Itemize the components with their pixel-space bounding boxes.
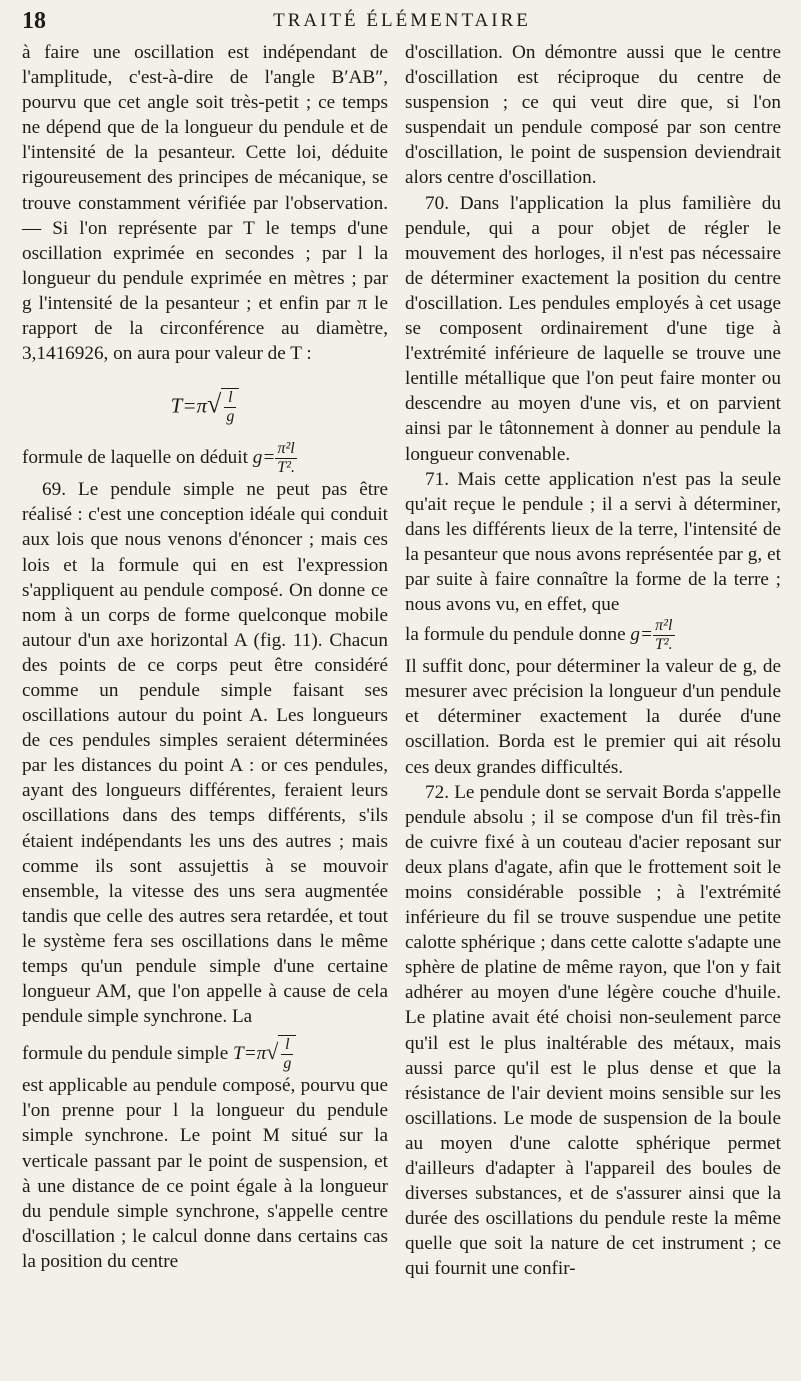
formula-period-num: l bbox=[224, 389, 236, 408]
paragraph-deduction bbox=[22, 440, 388, 477]
formula-g-num: π²l bbox=[653, 617, 675, 636]
page-header bbox=[22, 8, 782, 36]
formula-simple-num: l bbox=[281, 1036, 293, 1055]
simple-formula-text: formule du pendule simple bbox=[22, 1043, 229, 1065]
paragraph-72: 72. Le pendule dont se servait Borda s'appelle pendule absolu ; il se compose d'un fil très-fin de cuivre fixé à un couteau d'acier reposant sur deux plans d'agate, afin que le frottement soit le moins considérable possible ; à l'extrémité inférieure du fil se trouve suspendue une petite calotte sphérique ; dans cette calotte s'adapte une sphère de platine de même rayon, que l'on y fait adhérer au moyen d'une légère couche d'huile. Le platine avait été choisi non-seulement parce qu'il est le plus inaltérable des métaux, mais aussi parce qu'il est le plus dense et que la résistance de l'air devient moins sensible sur les oscillations. Le mode de suspension de la boule au moyen d'une calotte sphérique permet d'ailleurs d'adapter à l'appareil des boules de diverses substances, et de s'assurer ainsi que la durée des oscillations du pendule reste la même quelle que soit la nature de cet instrument ; ce qui fournit une confir- bbox=[405, 781, 781, 1280]
paragraph-amplitude: à faire une oscillation est indépendant de l'amplitude, c'est-à-dire de l'angle B′AB″, pourvu que cet angle soit très-petit ; ce temps ne dépend que de la longueur du pendule et de l'intensité de la pesanteur. Cette loi, déduite rigoureusement des principes de mécanique, se trouve constamment vérifiée par l'observation. — Si l'on représente par T le temps d'une oscillation exprimée en secondes ; par l la longueur du pendule exprimée en mètres ; par g l'intensité de la pesanteur ; et enfin par π le rapport de la circonférence au diamètre, 3,1416926, on aura pour valeur de T : bbox=[22, 42, 388, 365]
left-column bbox=[22, 40, 388, 1274]
paragraph-pendulum-formula bbox=[405, 617, 781, 654]
paragraph-reciprocal: d'oscillation. On démontre aussi que le centre d'oscillation est réciproque du centre de suspension ; ce qui veut dire que, si l'on suspendait un pendule composé par son centre d'oscillation, le point de suspension deviendrait alors centre d'oscillation. bbox=[405, 42, 781, 189]
page-number: 18 bbox=[22, 8, 46, 34]
paragraph-simple-formula: formule du pendule simple T=π√ $\frac{l}{g}$ bbox=[22, 1035, 388, 1073]
formula-gravity-den: T². bbox=[277, 459, 295, 477]
formula-gravity-num: π²l bbox=[275, 440, 297, 459]
formula-simple-lhs: T=π bbox=[233, 1043, 267, 1065]
formula-period-lhs: T=π bbox=[170, 393, 208, 418]
formula-gravity-lhs: g= bbox=[252, 447, 276, 469]
paragraph-centre-oscillation: est applicable au pendule composé, pourvu que l'on prenne pour l la longueur du pendule simple synchrone. Le point M situé sur la verticale passant par le point de suspension, et à une distance de ce point égale à la longueur du pendule simple synchrone, s'appelle centre d'oscillation ; le calcul donne dans certains cas la position du centre bbox=[22, 1075, 388, 1272]
formula-g-den: T². bbox=[654, 636, 673, 654]
formula-period-root bbox=[221, 388, 239, 426]
formula-period-den: g bbox=[226, 408, 235, 426]
right-column bbox=[405, 40, 781, 1282]
pendulum-formula-text: la formule du pendule donne bbox=[405, 624, 626, 646]
paragraph-71: 71. Mais cette application n'est pas la seule qu'ait reçue le pendule ; il a servi à déterminer, dans les différents lieux de la terre, l'intensité de la pesanteur que nous avons représentée par g, et par suite à faire connaître la forme de la terre ; nous avons vu, en effet, que bbox=[405, 468, 781, 616]
paragraph-69: 69. Le pendule simple ne peut pas être réalisé : c'est une conception idéale qui conduit aux lois que nous venons d'énoncer ; mais ces lois et la formule qui en est l'expression s'appliquent au pendule composé. On donne ce nom à un corps de forme quelconque mobile autour d'un axe horizontal A (fig. 11). Chacun des points de ce corps peut être considéré comme un pendule simple faisant ses oscillations autour du point A. Les longueurs de ces pendules simples seraient déterminées par les distances du point A : or ces pendules, ayant des longueurs différentes, feraient leurs oscillations dans des temps différents, s'ils étaient indépendants les uns des autres ; mais comme ils sont assujettis à se mouvoir ensemble, la vitesse des uns sera augmentée tandis que celle des autres sera retardée, et tout le système fera ses oscillations dans le même temps qu'un pendule simple d'une certaine longueur AM, que l'on appelle à cause de cela pendule simple synchrone. La bbox=[22, 479, 388, 1028]
formula-period: T=π√ $\frac{l}{g}$ bbox=[22, 388, 388, 426]
paragraph-70: 70. Dans l'application la plus familière du pendule, qui a pour objet de régler le mouvement des horloges, il n'est pas nécessaire de déterminer exactement la position du centre d'oscillation. Les pendules employés à cet usage se composent ordinairement d'une tige à l'extrémité inférieure de laquelle se trouve une lentille métallique que l'on peut faire monter ou descendre au moyen d'une vis, et on parvient ainsi par le tâtonnement à donner au pendule la longueur convenable. bbox=[405, 192, 781, 465]
formula-g-lhs: g= bbox=[630, 624, 653, 646]
deduction-text: formule de laquelle on déduit bbox=[22, 447, 248, 469]
running-title: TRAITÉ ÉLÉMENTAIRE bbox=[273, 10, 531, 31]
paragraph-borda: Il suffit donc, pour déterminer la valeur de g, de mesurer avec précision la longueur d'un pendule et déterminer exactement la durée d'une oscillation. Borda est le premier qui ait résolu ces deux grandes difficultés. bbox=[405, 656, 781, 778]
formula-simple-den: g bbox=[283, 1055, 292, 1073]
